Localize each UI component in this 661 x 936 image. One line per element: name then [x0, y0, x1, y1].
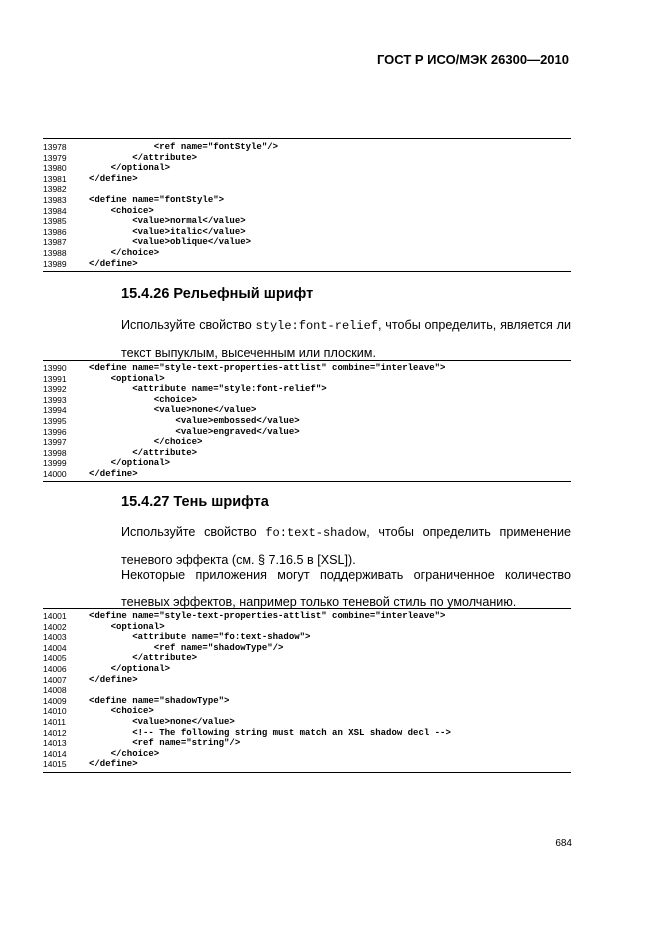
code-line [43, 427, 571, 438]
line-number: 14007 [43, 674, 67, 685]
line-number: 13983 [43, 194, 67, 205]
code-line [43, 458, 571, 469]
code-text: </optional> [89, 163, 171, 174]
line-number: 14006 [43, 663, 67, 674]
code-line [43, 448, 571, 459]
code-block-1 [43, 138, 571, 272]
line-number: 13989 [43, 258, 67, 269]
code-block-bottom-rule [43, 772, 571, 773]
code-text: <value>none</value> [89, 405, 257, 416]
code-line [43, 227, 571, 238]
code-text: <define name="style-text-properties-attlist" combine="interleave"> [89, 611, 446, 621]
code-text: </attribute> [89, 653, 198, 664]
line-number: 14003 [43, 632, 67, 643]
inline-code: fo:text-shadow [265, 526, 367, 540]
line-number: 13997 [43, 437, 67, 448]
document-header: ГОСТ Р ИСО/МЭК 26300—2010 [376, 52, 569, 67]
code-line [43, 664, 571, 675]
line-number: 14013 [43, 738, 67, 749]
code-text: </define> [89, 674, 138, 685]
code-text: <attribute name="fo:text-shadow"> [89, 632, 311, 643]
code-text: <ref name="string"/> [89, 738, 241, 749]
code-text: <value>oblique</value> [89, 237, 252, 248]
para-text: Используйте свойство [121, 525, 266, 539]
code-line [43, 174, 571, 185]
code-block-bottom-rule [43, 271, 571, 272]
code-text: </optional> [89, 663, 171, 674]
code-text: </optional> [89, 458, 171, 469]
code-line [43, 675, 571, 686]
code-text: </choice> [89, 748, 160, 759]
code-line [43, 728, 571, 739]
section-heading-15-4-27: 15.4.27 Тень шрифта [121, 494, 269, 510]
code-line [43, 142, 571, 153]
code-line [43, 738, 571, 749]
code-text: <value>italic</value> [89, 226, 246, 237]
line-number: 13986 [43, 226, 67, 237]
line-number: 14012 [43, 727, 67, 738]
line-number: 13999 [43, 458, 67, 469]
line-number: 13993 [43, 394, 67, 405]
line-number: 13991 [43, 373, 67, 384]
code-line [43, 622, 571, 633]
code-text: </attribute> [89, 152, 198, 163]
code-line [43, 416, 571, 427]
code-line [43, 653, 571, 664]
code-text: </choice> [89, 437, 203, 448]
line-number: 13995 [43, 415, 67, 426]
code-line [43, 184, 571, 195]
code-block-bottom-rule [43, 481, 571, 482]
code-line [43, 405, 571, 416]
code-line [43, 632, 571, 643]
code-line [43, 706, 571, 717]
section-heading-15-4-26: 15.4.26 Рельефный шрифт [121, 286, 314, 302]
code-line [43, 248, 571, 259]
code-lines [43, 363, 571, 480]
code-text: <define name="fontStyle"> [89, 194, 225, 205]
line-number: 14014 [43, 748, 67, 759]
line-number: 13990 [43, 363, 67, 373]
code-text: <define name="shadowType"> [89, 695, 230, 706]
code-line [43, 685, 571, 696]
code-line [43, 696, 571, 707]
line-number: 14000 [43, 468, 67, 479]
code-line [43, 611, 571, 622]
code-line [43, 749, 571, 760]
line-number: 14015 [43, 759, 67, 770]
line-number: 13979 [43, 152, 67, 163]
code-text: <ref name="shadowType"/> [89, 642, 284, 653]
code-lines [43, 142, 571, 269]
code-line [43, 363, 571, 374]
page-number: 684 [555, 838, 572, 849]
code-lines [43, 611, 571, 770]
line-number: 14010 [43, 706, 67, 717]
code-line [43, 469, 571, 480]
line-number: 14008 [43, 685, 67, 696]
line-number: 13980 [43, 163, 67, 174]
inline-code: style:font-relief [255, 319, 378, 333]
code-text: <attribute name="style:font-relief"> [89, 384, 327, 395]
para-text: , чтобы определить применение теневого эффекта (см. § 7.16.5 в [XSL]). [121, 525, 571, 567]
code-line [43, 374, 571, 385]
line-number: 13994 [43, 405, 67, 416]
line-number: 14009 [43, 695, 67, 706]
line-number: 14001 [43, 611, 67, 621]
code-line [43, 395, 571, 406]
code-text: <optional> [89, 621, 165, 632]
line-number: 13985 [43, 216, 67, 227]
line-number: 13992 [43, 384, 67, 395]
code-line [43, 216, 571, 227]
line-number: 14004 [43, 642, 67, 653]
code-text: <optional> [89, 373, 165, 384]
code-line [43, 437, 571, 448]
code-text: <choice> [89, 394, 198, 405]
code-line [43, 384, 571, 395]
line-number: 13987 [43, 237, 67, 248]
line-number: 14011 [43, 716, 67, 727]
section-15-4-26-paragraph [91, 312, 571, 367]
line-number: 14005 [43, 653, 67, 664]
code-block-2 [43, 360, 571, 482]
line-number: 13981 [43, 173, 67, 184]
para-text: , чтобы определить, является ли текст выпуклым, высеченным или плоским. [121, 318, 571, 360]
code-text: <choice> [89, 706, 154, 717]
code-line [43, 195, 571, 206]
code-line [43, 163, 571, 174]
code-line [43, 153, 571, 164]
code-text: <define name="style-text-properties-attlist" combine="interleave"> [89, 363, 446, 373]
code-text: </attribute> [89, 447, 198, 458]
code-text: <!-- The following string must match an XSL shadow decl --> [89, 727, 451, 738]
code-line [43, 643, 571, 654]
line-number: 13996 [43, 426, 67, 437]
line-number: 14002 [43, 621, 67, 632]
code-block-3 [43, 608, 571, 773]
code-text: <choice> [89, 205, 154, 216]
code-line [43, 259, 571, 270]
code-line [43, 237, 571, 248]
code-text: <value>none</value> [89, 716, 235, 727]
code-text: </define> [89, 258, 138, 269]
code-text: <value>embossed</value> [89, 415, 300, 426]
para-text: Некоторые приложения могут поддерживать ограниченное количество теневых эффектов, например только теневой стиль по умолчанию. [121, 568, 571, 609]
code-line [43, 206, 571, 217]
code-text: </define> [89, 759, 138, 770]
line-number: 13988 [43, 247, 67, 258]
code-text: <value>normal</value> [89, 216, 246, 227]
code-text: </define> [89, 468, 138, 479]
line-number: 13984 [43, 205, 67, 216]
para-text: Используйте свойство [121, 318, 256, 332]
code-text: </choice> [89, 247, 160, 258]
code-line [43, 717, 571, 728]
code-text: <value>engraved</value> [89, 426, 300, 437]
line-number: 13982 [43, 184, 67, 195]
code-text: <ref name="fontStyle"/> [89, 142, 279, 152]
line-number: 13998 [43, 447, 67, 458]
code-text: </define> [89, 173, 138, 184]
line-number: 13978 [43, 142, 67, 152]
code-line [43, 759, 571, 770]
